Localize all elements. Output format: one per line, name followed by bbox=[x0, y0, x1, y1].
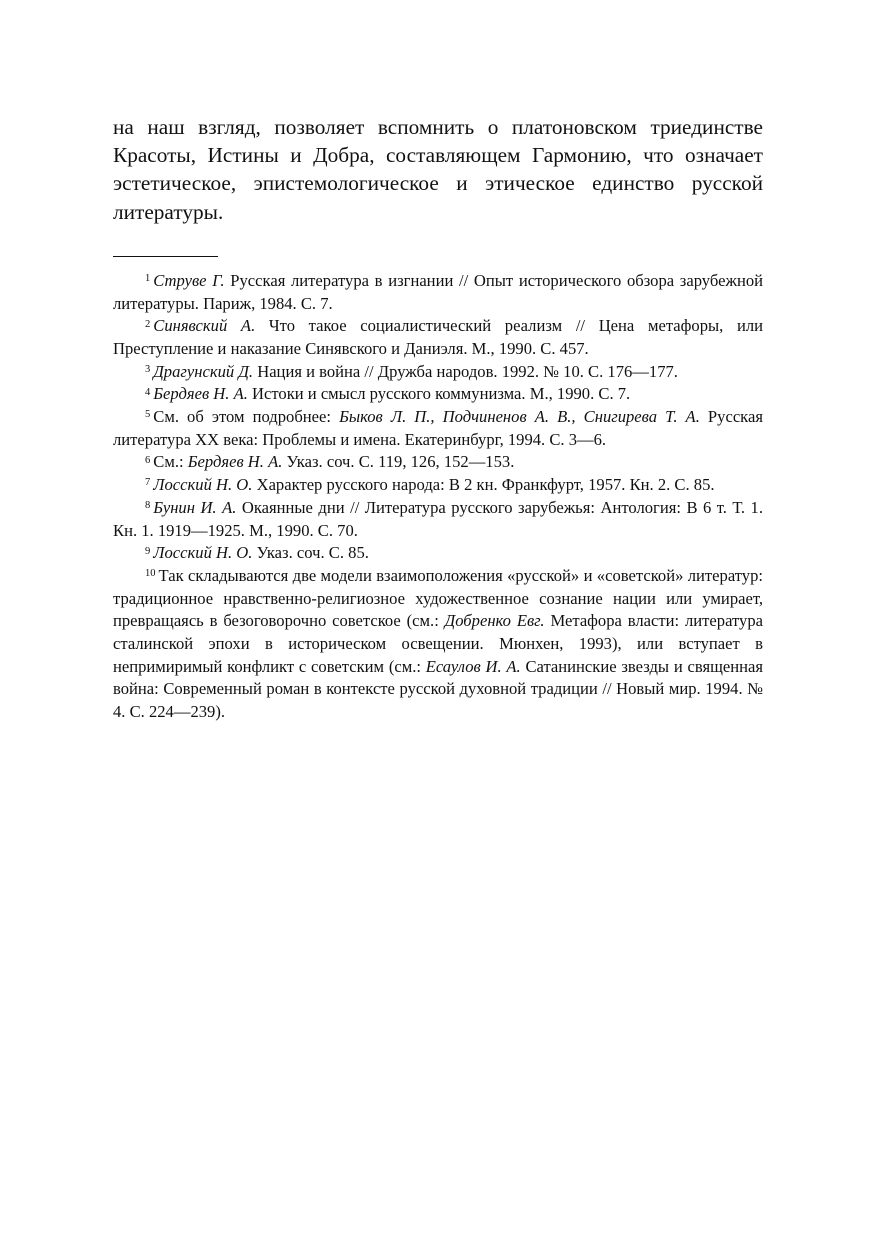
citation-text: См. об этом подробнее: bbox=[153, 407, 340, 427]
footnote-number: 8 bbox=[145, 500, 151, 512]
footnote-number: 4 bbox=[145, 386, 151, 398]
footnote-number: 1 bbox=[145, 273, 151, 285]
page-content bbox=[113, 113, 763, 724]
citation-text: Так складываются две модели взаимоположения «русской» и «советской» литератур: традиционное нравственно-религиозное художественное сознание нации или умирает, превращаясь в безоговорочно советское (см.: bbox=[113, 565, 763, 631]
author-name: Добренко Евг. bbox=[444, 611, 545, 631]
author-name: Синявский А. bbox=[153, 316, 256, 336]
footnote-separator bbox=[113, 256, 218, 257]
author-name: Драгунский Д. bbox=[153, 361, 254, 381]
author-name: Лосский Н. О. bbox=[153, 543, 253, 563]
footnotes-list bbox=[113, 270, 763, 724]
footnote-number: 10 bbox=[145, 568, 156, 580]
citation-text: Русская литература в изгнании // Опыт исторического обзора зарубежной литературы. Париж, 1984. С. 7. bbox=[113, 270, 763, 313]
citation-text: Метафора власти: литература сталинской эпохи в историческом освещении. Мюнхен, 1993), или вступает в непримиримый конфликт с советским (см.: bbox=[113, 611, 763, 676]
footnote-number: 9 bbox=[145, 545, 151, 557]
citation-text: Сатанинские звезды и священная война: Современный роман в контексте русской духовной традиции // Новый мир. 1994. № 4. С. 224—239). bbox=[113, 656, 763, 722]
footnote-10 bbox=[113, 565, 763, 724]
footnote-number: 2 bbox=[145, 318, 151, 330]
author-name: Бердяев Н. А. bbox=[153, 384, 248, 404]
footnote-6 bbox=[113, 451, 763, 474]
citation-text: Истоки и смысл русского коммунизма. М., 1990. С. 7. bbox=[247, 384, 631, 404]
author-name: Быков Л. П., Подчиненов А. В., Снигирева Т. А. bbox=[339, 407, 700, 427]
citation-text: См.: bbox=[153, 452, 188, 472]
footnote-4 bbox=[113, 383, 763, 406]
footnote-number: 3 bbox=[145, 363, 151, 375]
citation-text: Русская литература XX века: Проблемы и имена. Екатеринбург, 1994. С. 3—6. bbox=[113, 407, 763, 449]
footnote-2 bbox=[113, 315, 763, 360]
citation-text: Нация и война // Дружба народов. 1992. № 10. С. 176—177. bbox=[253, 361, 678, 381]
footnote-5 bbox=[113, 406, 763, 451]
author-name: Лосский Н. О. bbox=[153, 475, 253, 495]
citation-text: Окаянные дни // Литература русского зарубежья: Антология: В 6 т. Т. 1. Кн. 1. 1919—1925. М., 1990. С. 70. bbox=[113, 497, 763, 540]
footnote-8 bbox=[113, 497, 763, 542]
author-name: Бунин И. А. bbox=[153, 497, 237, 517]
citation-text: Указ. соч. С. 85. bbox=[252, 543, 369, 563]
footnote-9 bbox=[113, 542, 763, 565]
footnote-7 bbox=[113, 474, 763, 497]
author-name: Струве Г. bbox=[153, 270, 225, 290]
citation-text: Характер русского народа: В 2 кн. Франкфурт, 1957. Кн. 2. С. 85. bbox=[252, 475, 715, 495]
footnote-1 bbox=[113, 270, 763, 315]
footnote-number: 7 bbox=[145, 477, 151, 489]
author-name: Бердяев Н. А. bbox=[187, 452, 283, 472]
citation-text: Указ. соч. С. 119, 126, 152—153. bbox=[282, 452, 515, 472]
footnote-number: 5 bbox=[145, 409, 151, 421]
citation-text: Что такое социалистический реализм // Цена метафоры, или Преступление и наказание Синявского и Даниэля. М., 1990. С. 457. bbox=[113, 316, 763, 358]
footnote-3 bbox=[113, 361, 763, 384]
footnote-number: 6 bbox=[145, 454, 151, 466]
body-paragraph: на наш взгляд, позволяет вспомнить о платоновском триединстве Красоты, Истины и Добра, составляющем Гармонию, что означает эстетическое, эпистемологическое и этическое единство русской литературы. bbox=[113, 115, 763, 224]
author-name: Есаулов И. А. bbox=[425, 656, 521, 676]
